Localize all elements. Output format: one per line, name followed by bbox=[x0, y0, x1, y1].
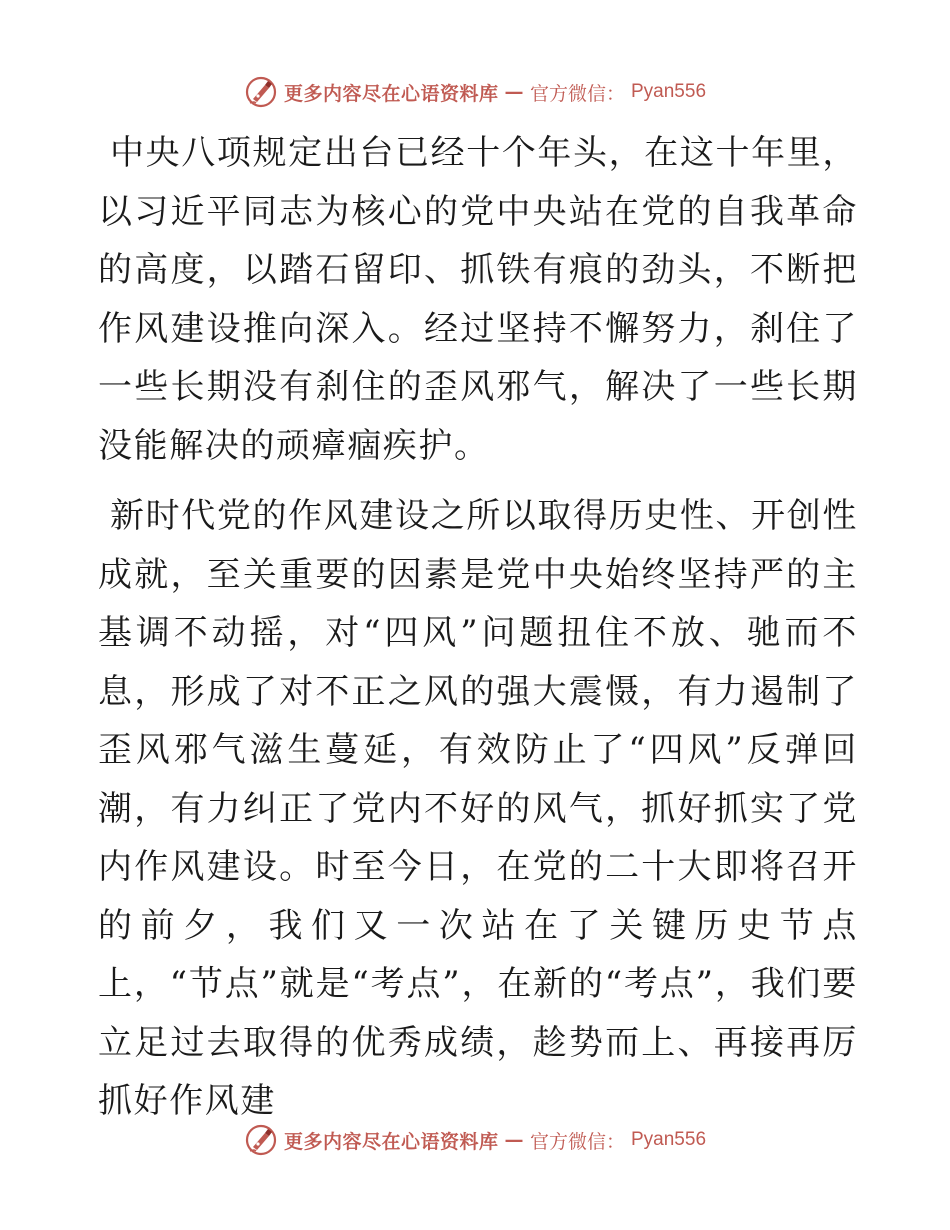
footer-wechat-label: 官方微信： bbox=[529, 1130, 625, 1153]
header-banner bbox=[0, 72, 950, 112]
pen-nib-logo-icon bbox=[244, 75, 278, 109]
paragraph-1: 中央八项规定出台已经十个年头，在这十年里，以习近平同志为核心的党中央站在党的自我革命的高度，以踏石留印、抓铁有痕的劲头，不断把作风建设推向深入。经过坚持不懈努力，刹住了一些长期没有刹住的歪风邪气，解决了一些长期没能解决的顽瘴痼疾护。 bbox=[98, 133, 858, 466]
footer-banner bbox=[0, 1120, 950, 1160]
footer-slogan: 更多内容尽在心语资料库 bbox=[283, 1130, 499, 1153]
footer-wechat-id: Pyan556 bbox=[631, 1129, 707, 1150]
document-body bbox=[98, 124, 858, 1131]
header-wechat-id: Pyan556 bbox=[631, 81, 707, 102]
header-slogan: 更多内容尽在心语资料库 bbox=[283, 82, 499, 105]
paragraph-2: 新时代党的作风建设之所以取得历史性、开创性成就，至关重要的因素是党中央始终坚持严的主基调不动摇，对“四风”问题扭住不放、驰而不息，形成了对不正之风的强大震慑，有力遏制了歪风邪气滋生蔓延，有效防止了“四风”反弹回潮，有力纠正了党内不好的风气，抓好抓实了党内作风建设。时至今日，在党的二十大即将召开的前夕，我们又一次站在了关键历史节点上，“节点”就是“考点”，在新的“考点”，我们要立足过去取得的优秀成绩，趁势而上、再接再厉抓好作风建 bbox=[98, 496, 858, 1121]
pen-nib-logo-icon bbox=[244, 1123, 278, 1157]
header-wechat-label: 官方微信： bbox=[529, 82, 625, 105]
header-separator: — bbox=[504, 81, 524, 103]
footer-separator: — bbox=[504, 1129, 524, 1151]
